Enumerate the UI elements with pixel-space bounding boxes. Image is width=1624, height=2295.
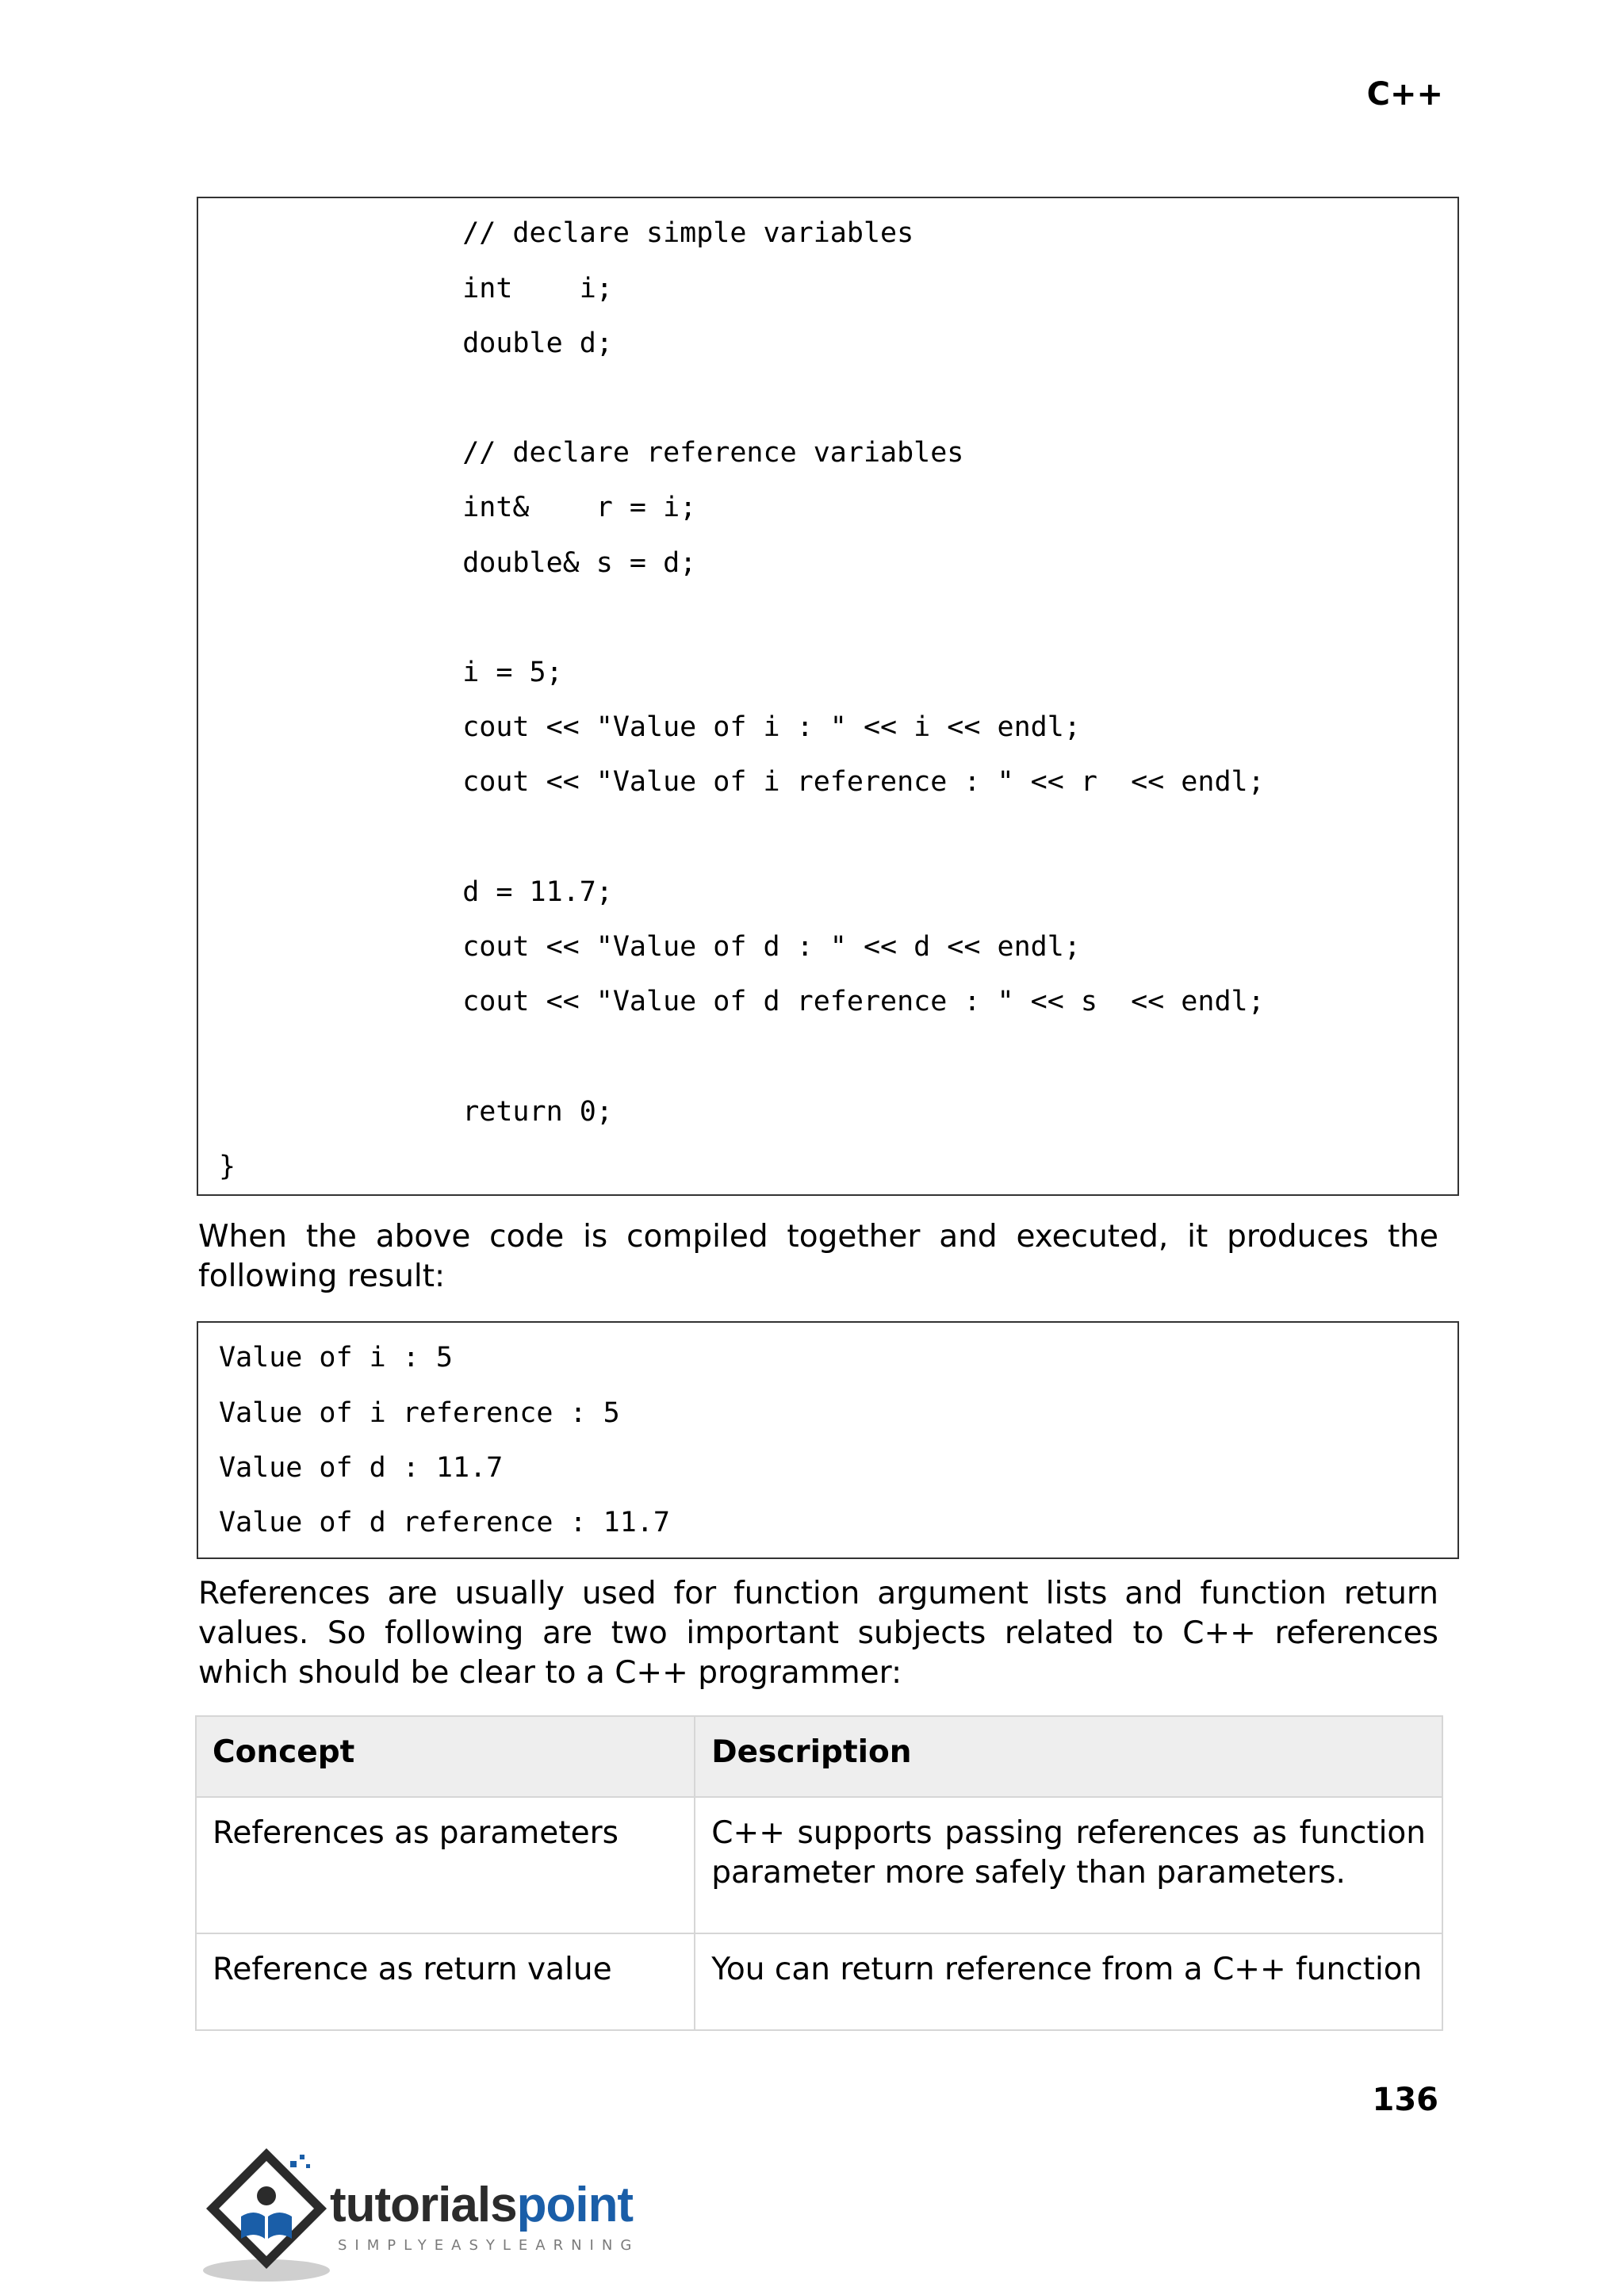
output-line: Value of d : 11.7	[219, 1452, 504, 1484]
logo-diamond-inner	[219, 2161, 314, 2256]
code-line: d = 11.7;	[412, 876, 613, 908]
concept-table	[195, 1715, 1443, 2031]
table-row	[196, 1797, 1442, 1933]
table-cell-description: You can return reference from a C++ function	[695, 1933, 1442, 2030]
code-line: int& r = i;	[412, 492, 697, 523]
intro-paragraph: When the above code is compiled together and executed, it produces the following result:	[198, 1219, 1438, 1294]
output-listing	[197, 1321, 1459, 1559]
code-line: cout << "Value of i : " << i << endl;	[412, 711, 1081, 743]
header-title: C++	[1366, 76, 1443, 113]
logo-text-accent: point	[516, 2178, 634, 2232]
code-line: // declare simple variables	[412, 217, 914, 249]
table-cell-concept: Reference as return value	[196, 1933, 695, 2030]
svg-text:tutorialspoint	[330, 2178, 633, 2232]
column-header-description: Description	[695, 1716, 1442, 1797]
tutorialspoint-logo	[195, 2137, 687, 2288]
references-paragraph: References are usually used for function argument lists and function return values. So following are two important subjects related to C++ references which should be clear to a C++ programmer:	[198, 1576, 1438, 1691]
code-line: int i;	[412, 273, 613, 305]
code-line: cout << "Value of i reference : " << r << endl;	[412, 766, 1265, 798]
code-line: i = 5;	[412, 657, 563, 688]
page-number: 136	[1372, 2082, 1438, 2118]
code-line: }	[219, 1151, 236, 1182]
code-line: double& s = d;	[412, 547, 697, 579]
table-cell-description: C++ supports passing references as function parameter more safely than parameters.	[695, 1797, 1442, 1933]
code-line: double d;	[412, 328, 613, 359]
output-line: Value of i reference : 5	[219, 1397, 620, 1429]
code-line: cout << "Value of d : " << d << endl;	[412, 931, 1081, 963]
logo-text-main: tutorials	[330, 2178, 517, 2232]
logo-tagline: SIMPLYEASYLEARNING	[338, 2237, 640, 2254]
table-row	[196, 1933, 1442, 2030]
code-line: // declare reference variables	[412, 437, 964, 469]
table-header-row	[196, 1716, 1442, 1797]
output-line: Value of d reference : 11.7	[219, 1507, 670, 1538]
table-cell-concept: References as parameters	[196, 1797, 695, 1933]
column-header-concept: Concept	[196, 1716, 695, 1797]
output-line: Value of i : 5	[219, 1342, 454, 1374]
code-line: cout << "Value of d reference : " << s << endl;	[412, 986, 1265, 1017]
person-head-icon	[257, 2186, 276, 2205]
code-listing	[197, 197, 1459, 1196]
code-line: return 0;	[412, 1096, 613, 1128]
